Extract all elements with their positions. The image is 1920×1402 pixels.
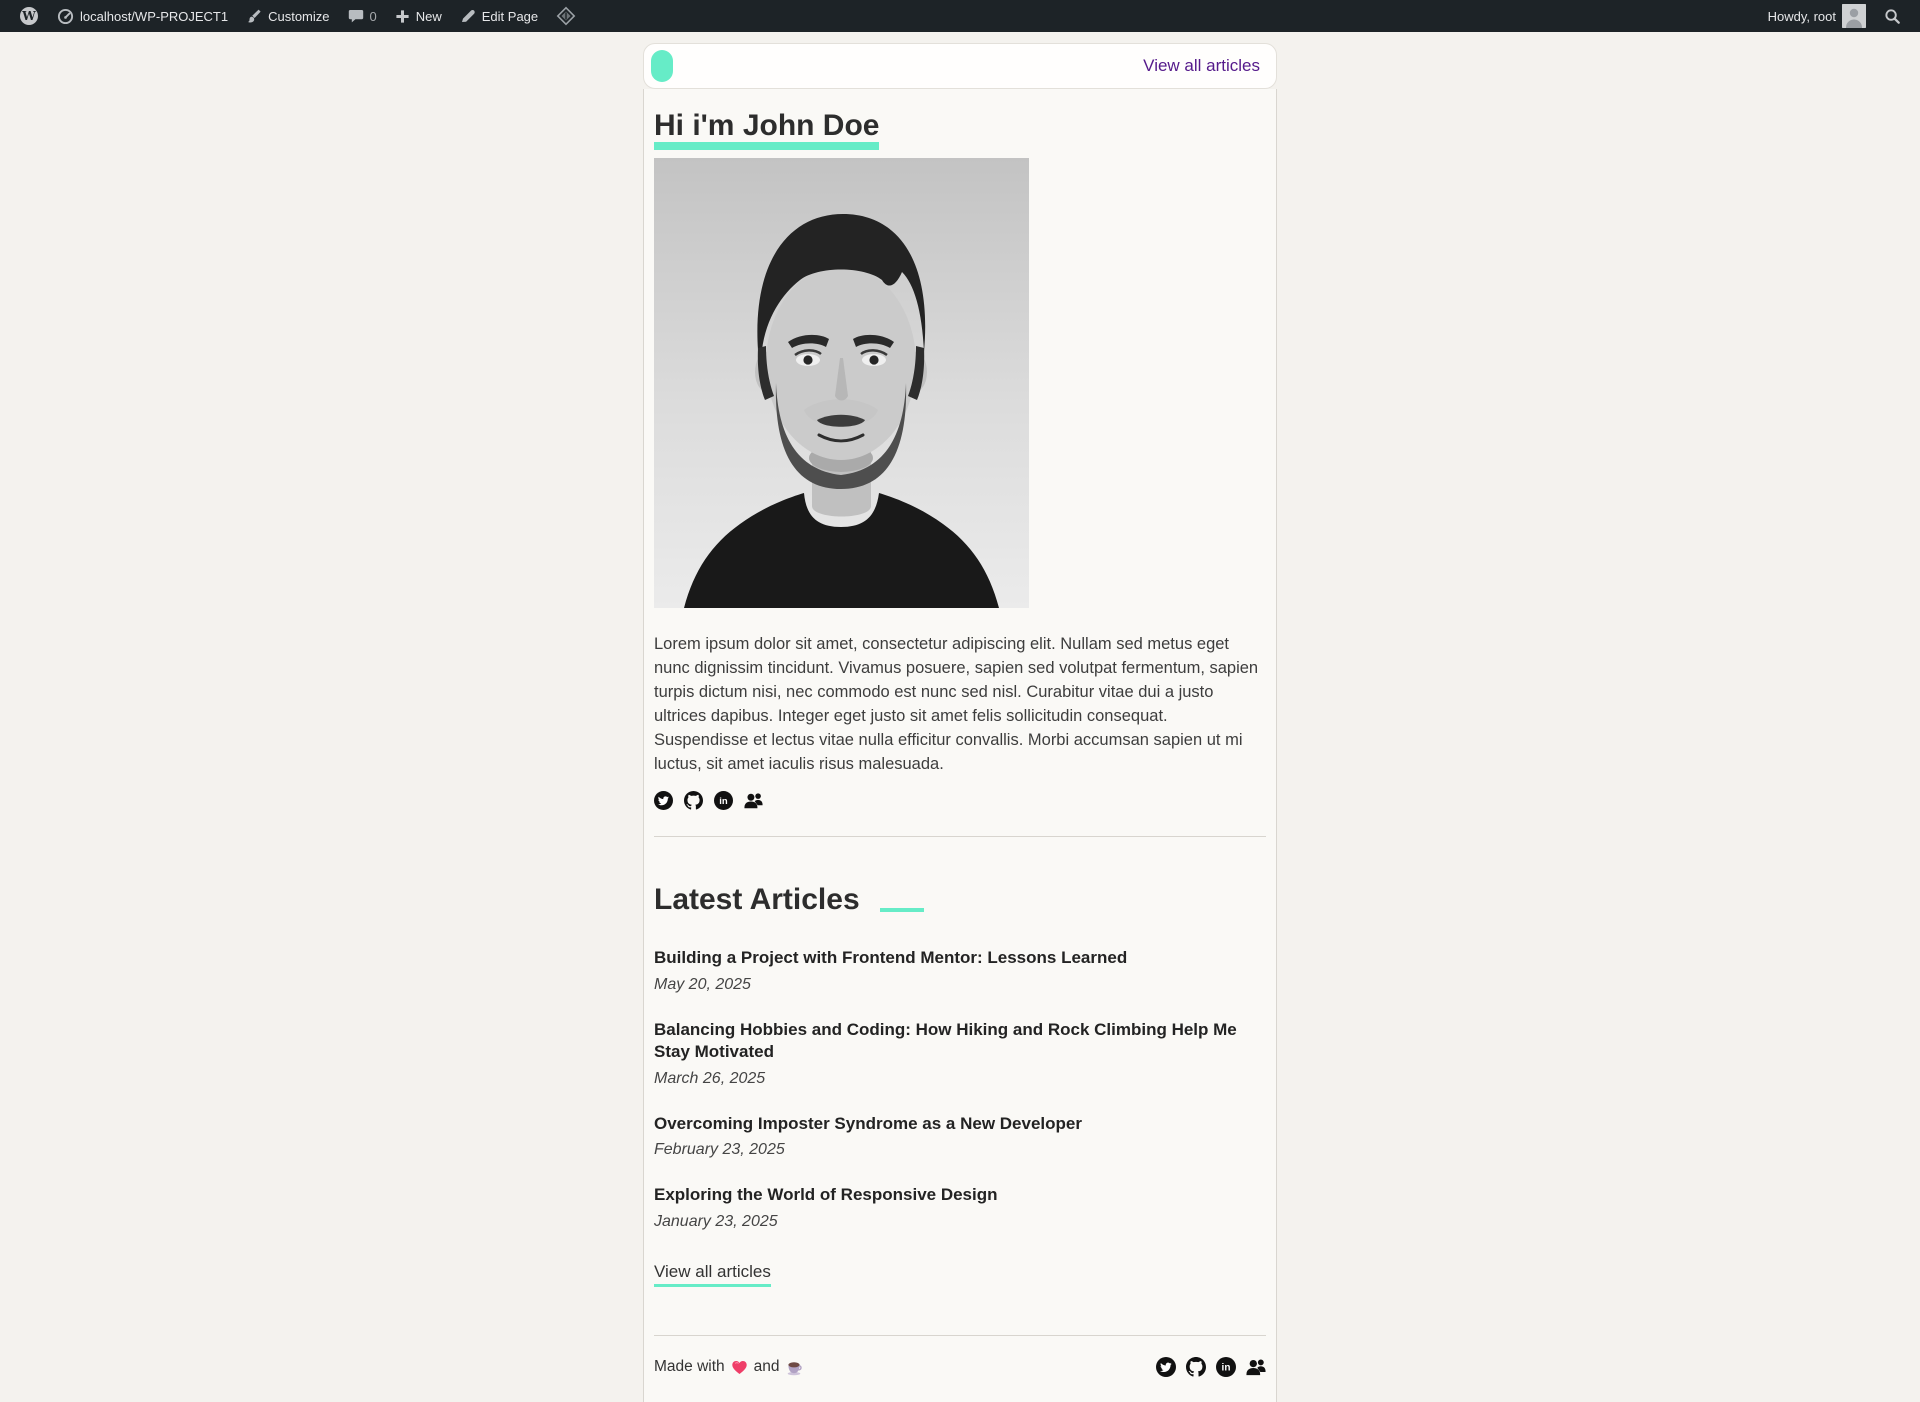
latest-articles-title-text: Latest Articles bbox=[654, 883, 860, 917]
site-logo-pill[interactable] bbox=[651, 50, 673, 82]
site-header bbox=[643, 43, 1277, 89]
hero-social-links bbox=[654, 791, 1266, 810]
article-item bbox=[654, 947, 1266, 994]
linkedin-icon[interactable] bbox=[1216, 1357, 1236, 1377]
comments-count: 0 bbox=[369, 8, 377, 24]
dashboard-icon bbox=[57, 8, 74, 25]
bio-paragraph: Lorem ipsum dolor sit amet, consectetur adipiscing elit. Nullam sed metus eget nunc dignissim tincidunt. Vivamus posuere, sapien sed volutpat fermentum, sapien turpis dictum nisi, nec commodo est nunc sed nisl. Curabitur vitae dui a justo ultrices dapibus. Integer eget justo sit amet felis sollicitudin consequat. Suspendisse et lectus vitae nulla efficitur convallis. Morbi accumsan sapien ut mi luctus, sit amet iaculis risus malesuada. bbox=[654, 635, 1259, 774]
made-with-label: Made with bbox=[654, 1358, 725, 1376]
page-column bbox=[643, 32, 1277, 1402]
site-footer bbox=[654, 1336, 1266, 1402]
header-view-all-link[interactable]: View all articles bbox=[1143, 56, 1260, 75]
frontend-mentor-icon[interactable] bbox=[744, 791, 763, 810]
wp-logo-menu[interactable] bbox=[10, 0, 48, 32]
article-item bbox=[654, 1113, 1266, 1160]
brush-icon bbox=[246, 8, 262, 24]
new-label: New bbox=[415, 8, 442, 24]
article-item bbox=[654, 1019, 1266, 1088]
user-avatar bbox=[1842, 4, 1866, 28]
twitter-icon[interactable] bbox=[1156, 1357, 1176, 1377]
howdy-label: Howdy, root bbox=[1767, 8, 1836, 24]
site-name-menu[interactable] bbox=[48, 0, 237, 32]
and-label: and bbox=[753, 1358, 780, 1376]
svg-text:W: W bbox=[22, 9, 36, 24]
article-title-link[interactable]: Exploring the World of Responsive Design bbox=[654, 1185, 998, 1205]
articles-view-all-link[interactable]: View all articles bbox=[654, 1262, 771, 1287]
page-title-text: Hi i'm John Doe bbox=[654, 111, 879, 150]
github-icon[interactable] bbox=[1186, 1357, 1206, 1377]
wp-admin-bar bbox=[0, 0, 1920, 32]
article-item bbox=[654, 1184, 1266, 1231]
plus-icon bbox=[395, 9, 410, 24]
search-icon bbox=[1884, 8, 1901, 25]
customize-label: Customize bbox=[268, 8, 330, 24]
customize-menu[interactable] bbox=[237, 0, 338, 32]
admin-bar-right bbox=[1759, 0, 1910, 32]
diamond-icon bbox=[556, 6, 576, 26]
my-account-menu[interactable] bbox=[1759, 0, 1875, 32]
made-with-text bbox=[654, 1358, 803, 1376]
search-toggle[interactable] bbox=[1875, 0, 1910, 32]
profile-photo bbox=[654, 158, 1029, 608]
admin-bar-left bbox=[10, 0, 585, 32]
linkedin-icon[interactable] bbox=[714, 791, 733, 810]
new-content-menu[interactable] bbox=[386, 0, 451, 32]
article-date: March 26, 2025 bbox=[654, 1069, 766, 1087]
article-title-link[interactable]: Building a Project with Frontend Mentor: Lessons Learned bbox=[654, 948, 1128, 968]
article-date: May 20, 2025 bbox=[654, 976, 751, 994]
section-divider bbox=[654, 836, 1266, 837]
latest-articles-heading bbox=[654, 883, 1266, 917]
heading-accent-dash bbox=[880, 908, 924, 912]
comments-menu[interactable] bbox=[339, 0, 386, 32]
wordpress-icon bbox=[19, 6, 39, 26]
footer-social-links bbox=[1156, 1357, 1266, 1377]
edit-page-label: Edit Page bbox=[481, 8, 539, 24]
github-icon[interactable] bbox=[684, 791, 703, 810]
article-title-link[interactable]: Balancing Hobbies and Coding: How Hiking and Rock Climbing Help Me Stay Motivated bbox=[654, 1020, 1237, 1061]
comment-icon bbox=[348, 8, 364, 24]
twitter-icon[interactable] bbox=[654, 791, 673, 810]
svg-text:in: in bbox=[719, 796, 728, 808]
article-date: January 23, 2025 bbox=[654, 1213, 778, 1231]
article-date: February 23, 2025 bbox=[654, 1141, 785, 1159]
plugin-menu[interactable] bbox=[547, 0, 585, 32]
site-name-label: localhost/WP-PROJECT1 bbox=[80, 8, 229, 24]
edit-page-menu[interactable] bbox=[451, 0, 547, 32]
coffee-icon bbox=[786, 1359, 803, 1376]
page-title bbox=[654, 109, 1266, 150]
article-list bbox=[654, 947, 1266, 1287]
svg-text:in: in bbox=[1221, 1362, 1231, 1374]
main-content bbox=[643, 89, 1277, 1402]
heart-icon bbox=[731, 1359, 748, 1376]
pencil-icon bbox=[460, 8, 476, 24]
frontend-mentor-icon[interactable] bbox=[1246, 1357, 1266, 1377]
article-title-link[interactable]: Overcoming Imposter Syndrome as a New Developer bbox=[654, 1113, 1082, 1133]
